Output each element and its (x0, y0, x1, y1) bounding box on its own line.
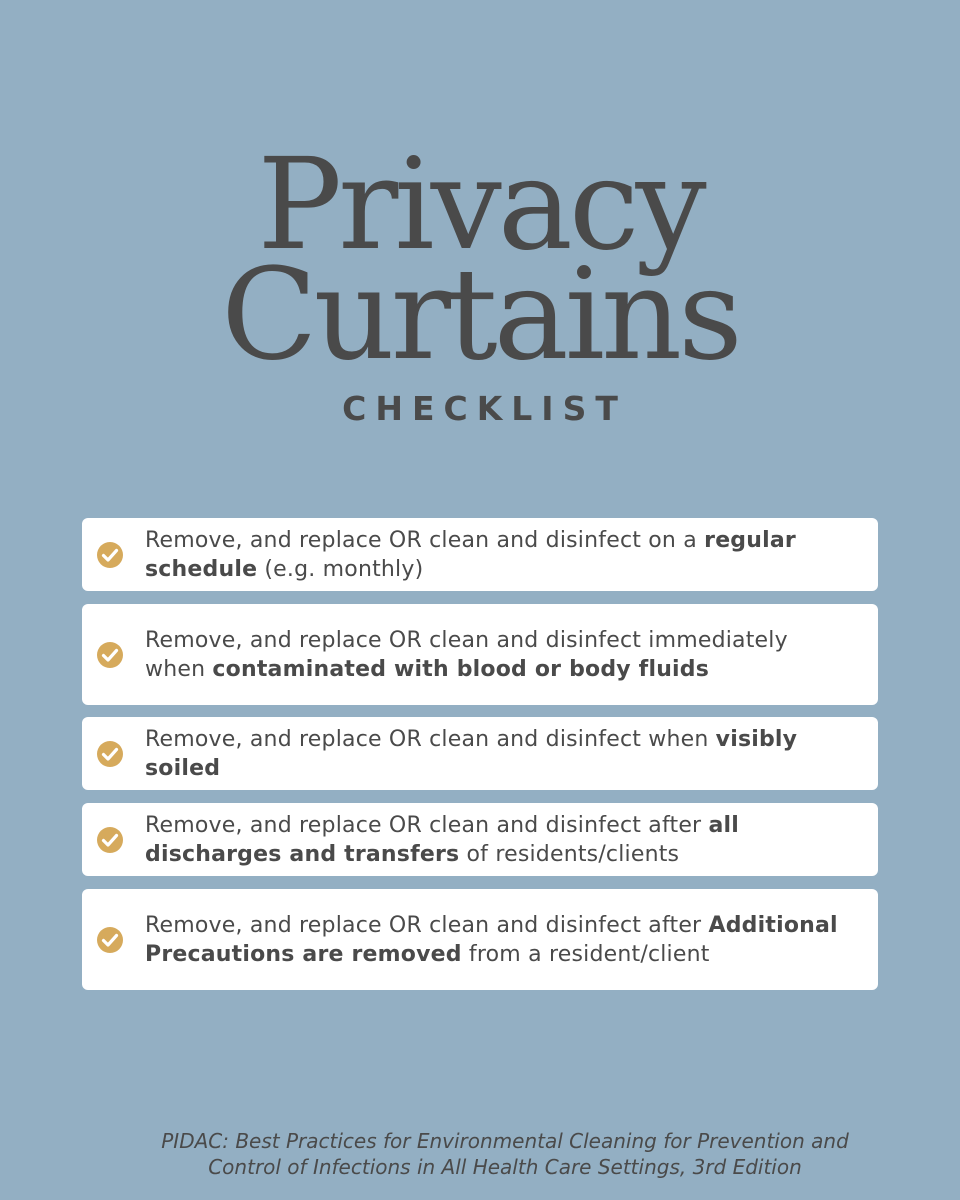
title-line-2: Curtains (221, 241, 739, 388)
checklist-item-text (145, 626, 848, 684)
check-circle-icon (96, 740, 124, 768)
emphasis-text: all discharges and transfers (145, 812, 740, 867)
check-circle-icon (96, 641, 124, 669)
citation (120, 1128, 890, 1180)
item-text-segment: Remove, and replace OR clean and disinfect when (145, 726, 716, 752)
check-circle-icon (96, 826, 124, 854)
item-text-segment: Remove, and replace OR clean and disinfect after (145, 912, 709, 938)
item-text-segment: Remove, and replace OR clean and disinfect immediately when (145, 627, 788, 682)
emphasis-text: visibly soiled (145, 726, 798, 781)
emphasis-text: regular schedule (145, 527, 796, 582)
item-text-segment: Remove, and replace OR clean and disinfect after (145, 812, 709, 838)
check-circle-icon (96, 541, 124, 569)
emphasis-text: contaminated with blood or body fluids (212, 656, 710, 682)
item-text-segment: of residents/clients (459, 841, 680, 867)
title-line-1: Privacy (257, 131, 703, 278)
checklist-item (82, 803, 878, 876)
item-text-segment: from a resident/client (461, 941, 710, 967)
checklist-item (82, 889, 878, 990)
subtitle: CHECKLIST (342, 389, 627, 428)
item-text-segment: Remove, and replace OR clean and disinfect on a (145, 527, 705, 553)
emphasis-text: Additional Precautions are removed (145, 912, 838, 967)
checklist-item-text (145, 911, 848, 969)
checklist-item-text (145, 811, 848, 869)
citation-line-1: PIDAC: Best Practices for Environmental Cleaning for Prevention and (161, 1129, 849, 1153)
checklist-item-text (145, 526, 848, 584)
check-circle-icon (96, 926, 124, 954)
checklist-item-text (145, 725, 848, 783)
citation-line-2: Control of Infections in All Health Care Settings, 3rd Edition (208, 1155, 802, 1179)
checklist-item (82, 518, 878, 591)
checklist-item (82, 717, 878, 790)
checklist-item (82, 604, 878, 705)
item-text-segment: (e.g. monthly) (257, 556, 424, 582)
